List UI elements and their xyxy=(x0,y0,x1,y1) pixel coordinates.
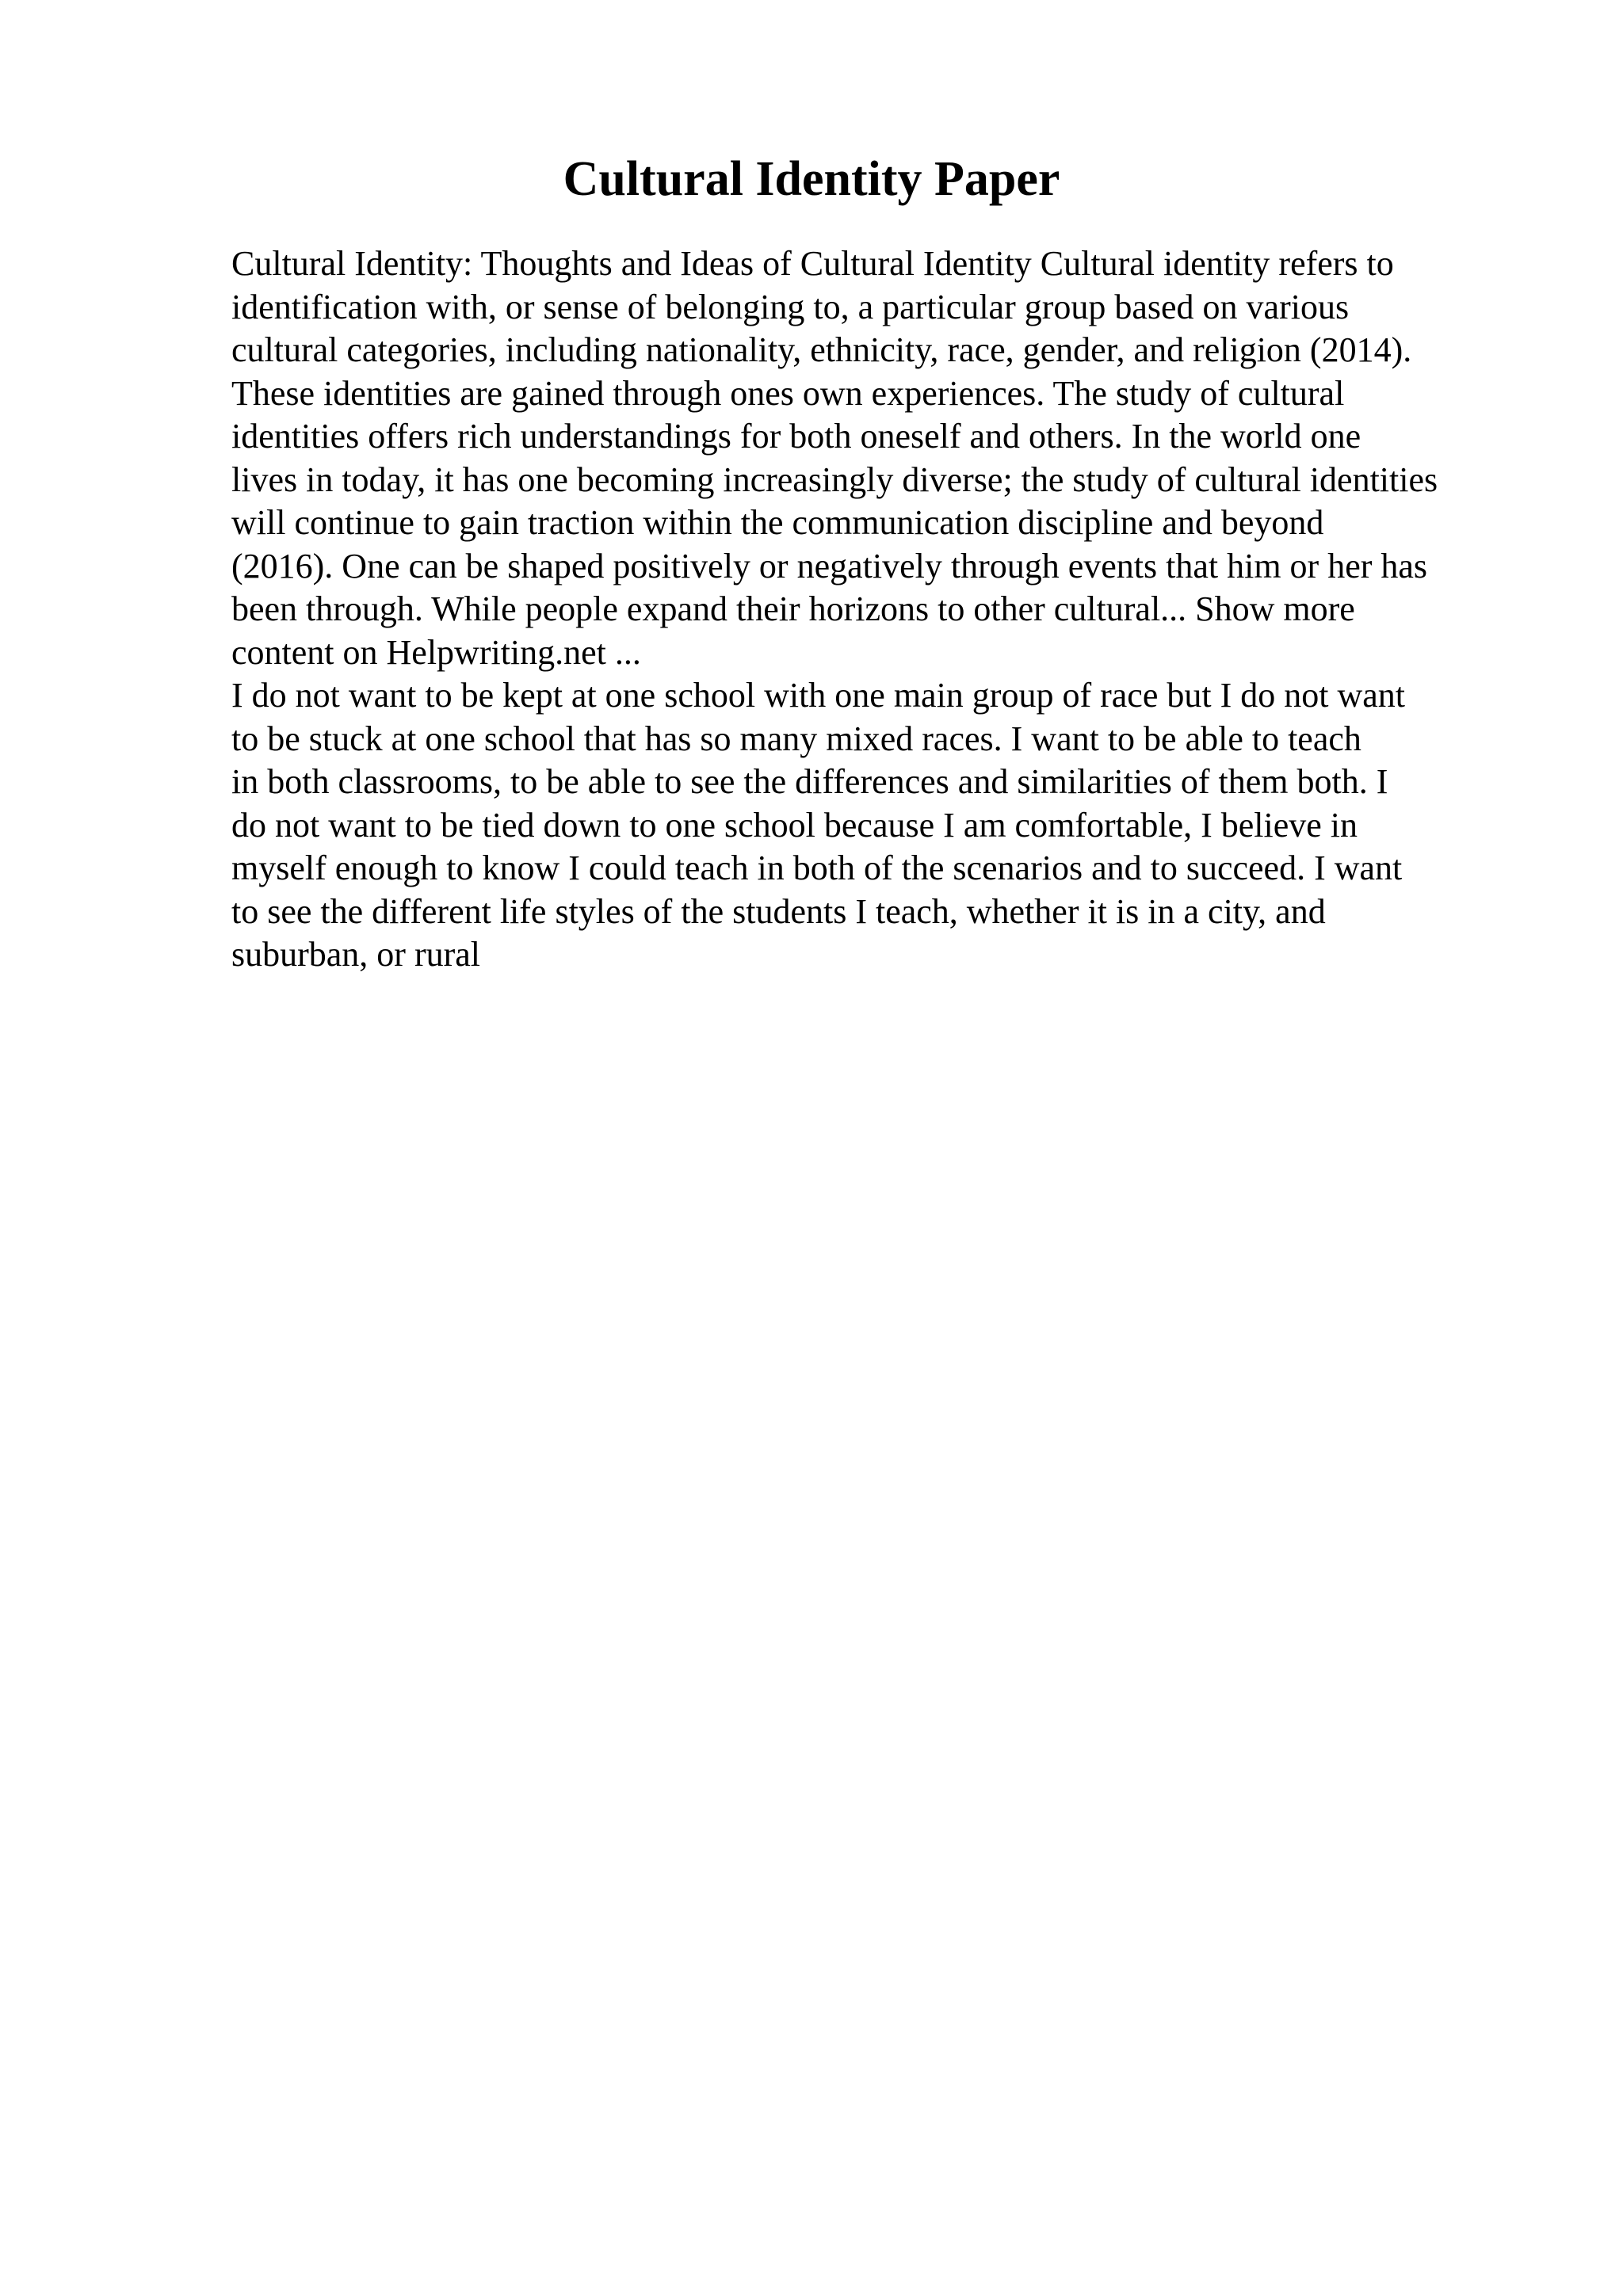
text-line: These identities are gained through ones own experiences. The study of cultural xyxy=(231,373,1345,413)
document-body xyxy=(231,242,1515,977)
text-line: lives in today, it has one becoming increasingly diverse; the study of cultural identities xyxy=(231,460,1438,499)
text-line: to be stuck at one school that has so many mixed races. I want to be able to teach xyxy=(231,719,1361,758)
text-line: to see the different life styles of the students I teach, whether it is in a city, and xyxy=(231,891,1326,931)
text-line: identification with, or sense of belonging to, a particular group based on various xyxy=(231,287,1350,326)
text-line: been through. While people expand their horizons to other cultural... Show more xyxy=(231,589,1355,628)
text-line: cultural categories, including nationality, ethnicity, race, gender, and religion (2014). xyxy=(231,330,1412,369)
text-line: content on Helpwriting.net ... xyxy=(231,632,641,672)
paragraph-1 xyxy=(231,242,1515,674)
text-line: identities offers rich understandings for both oneself and others. In the world one xyxy=(231,417,1361,456)
document-title: Cultural Identity Paper xyxy=(563,152,1060,206)
text-line: do not want to be tied down to one school because I am comfortable, I believe in xyxy=(231,805,1358,845)
paragraph-2 xyxy=(231,674,1515,977)
text-line: will continue to gain traction within the communication discipline and beyond xyxy=(231,503,1324,542)
text-line: (2016). One can be shaped positively or negatively through events that him or her has xyxy=(231,546,1428,585)
text-line: myself enough to know I could teach in both of the scenarios and to succeed. I want xyxy=(231,849,1403,887)
text-line: in both classrooms, to be able to see the differences and similarities of them both. I xyxy=(231,762,1388,801)
text-line: I do not want to be kept at one school with one main group of race but I do not want xyxy=(231,676,1405,715)
text-line: suburban, or rural xyxy=(231,935,481,974)
text-line: Cultural Identity: Thoughts and Ideas of Cultural Identity Cultural identity refers to xyxy=(231,244,1394,283)
